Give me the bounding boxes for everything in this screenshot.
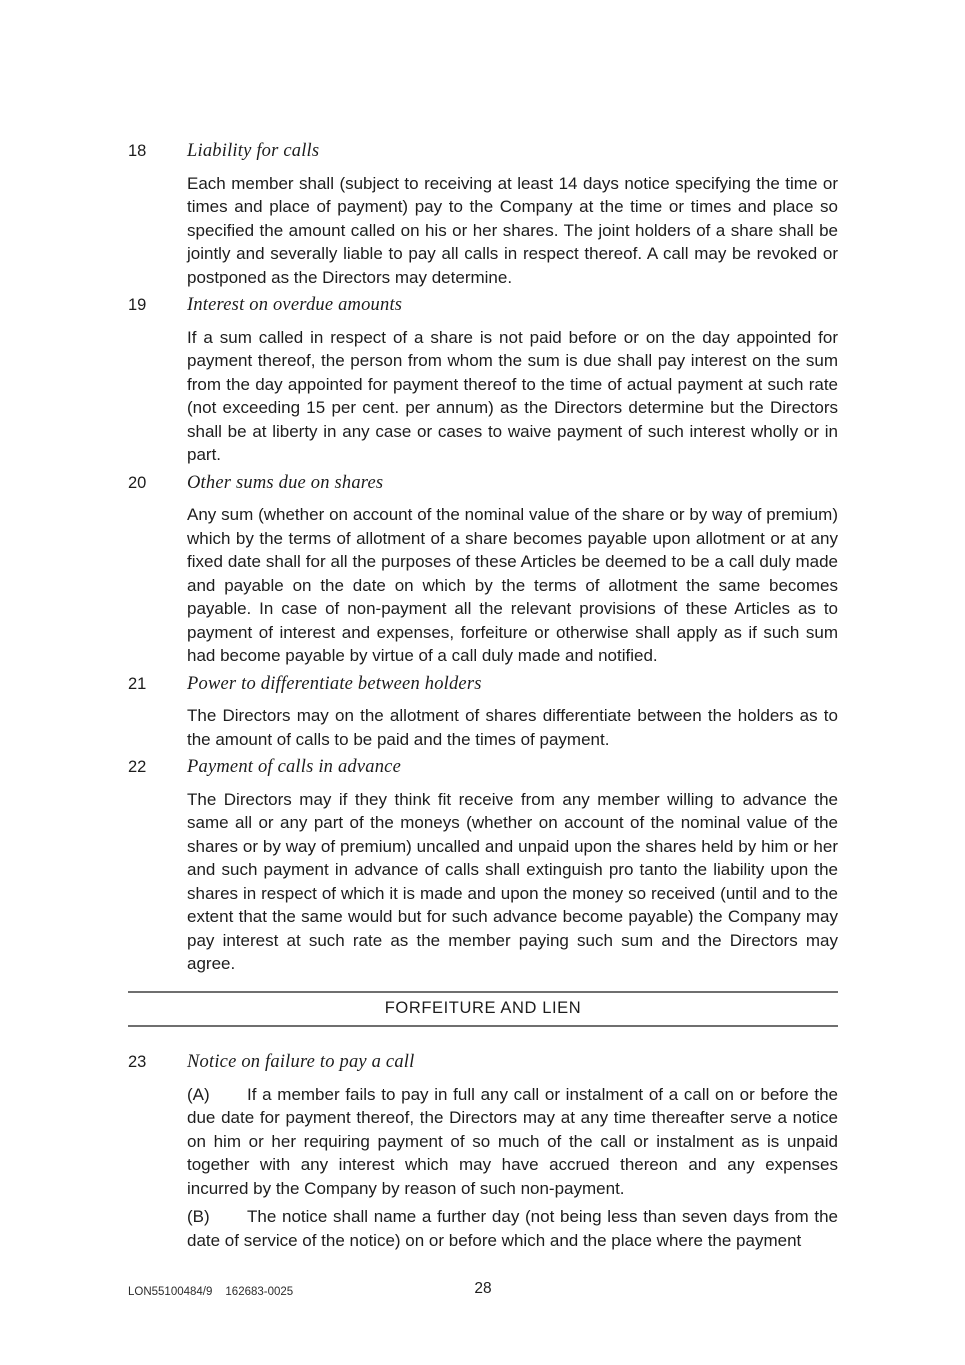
paragraph-label: (B) xyxy=(187,1207,210,1226)
page-footer xyxy=(128,1280,838,1300)
section-paragraph xyxy=(187,1205,838,1252)
section-heading xyxy=(128,294,838,318)
section-23 xyxy=(128,1051,838,1252)
section-heading xyxy=(128,1051,838,1075)
section-paragraph xyxy=(187,1083,838,1201)
paragraph-text: If a member fails to pay in full any call or instalment of a call on or before the due date for payment thereof, the Directors may at any time thereafter serve a notice on him or her requiring payment of so much of the call or instalment as is unpaid together with any interest which may have accrued thereon and any expenses incurred by the Company by reason of such non-payment. xyxy=(187,1084,838,1198)
section-22 xyxy=(128,756,838,976)
divider-heading: FORFEITURE AND LIEN xyxy=(384,998,582,1017)
section-heading xyxy=(128,472,838,496)
paragraph-text: The notice shall name a further day (not being less than seven days from the date of service of the notice) on or before which and the place where the payment xyxy=(187,1207,838,1250)
section-title: Other sums due on shares xyxy=(187,472,384,493)
section-paragraph: Any sum (whether on account of the nominal value of the share or by way of premium) which by the terms of allotment of a share becomes payable upon allotment or at any fixed date shall for all the purposes of these Articles be deemed to be a call duly made and payable on the date on which by the terms of allotment the same becomes payable. In case of non-payment all the relevant provisions of these Articles as to payment of interest and expenses, forfeiture or otherwise shall apply as if such sum had become payable by virtue of a call duly made and notified. xyxy=(187,505,838,665)
section-number: 19 xyxy=(128,296,147,314)
section-number: 18 xyxy=(128,142,147,160)
section-number: 20 xyxy=(128,473,147,492)
section-title: Notice on failure to pay a call xyxy=(187,1052,415,1072)
document-reference xyxy=(128,1286,293,1298)
section-paragraph: The Directors may if they think fit receive from any member willing to advance the same all or any part of the moneys (whether on account of the nominal value of the shares or by way of premium) uncalled and unpaid upon the shares held by him or her and such payment in advance of calls shall extinguish pro tanto the liability upon the shares in respect of which it is made and upon the money so received (until and to the extent that the same would but for such advance become payable) the Company may pay interest at such rate as the member paying such sum and the Directors may agree. xyxy=(187,789,838,973)
section-heading xyxy=(128,673,838,697)
paragraph-label: (A) xyxy=(187,1084,210,1104)
section-title: Payment of calls in advance xyxy=(187,757,401,777)
section-heading xyxy=(128,756,838,780)
section-number: 23 xyxy=(128,1053,147,1071)
section-18 xyxy=(128,140,838,289)
section-title: Interest on overdue amounts xyxy=(187,295,403,315)
section-19 xyxy=(128,294,838,467)
section-paragraph: Each member shall (subject to receiving at least 14 days notice specifying the time or times and place of payment) pay to the Company at the time or times and place so specified the amount called on his or her shares. The joint holders of a share shall be jointly and severally liable to pay all calls in respect thereof. A call may be revoked or postponed as the Directors may determine. xyxy=(187,173,838,287)
section-title: Liability for calls xyxy=(187,141,320,161)
divider-rule-bottom xyxy=(128,1025,838,1027)
divider-rule-top xyxy=(128,991,838,993)
section-21 xyxy=(128,673,838,752)
section-paragraph: If a sum called in respect of a share is not paid before or on the day appointed for payment thereof, the person from whom the sum is due shall pay interest on the sum from the day appointed for payment thereof to the time of actual payment at such rate (not exceeding 15 per cent. per annum) as the Directors determine but the Directors shall be at liberty in any case or cases to waive payment of such interest wholly or in part. xyxy=(187,327,838,464)
section-number: 22 xyxy=(128,758,147,776)
section-divider xyxy=(128,991,838,1028)
section-paragraph: The Directors may on the allotment of shares differentiate between the holders as to the amount of calls to be paid and the times of payment. xyxy=(187,706,838,749)
document-reference-left: LON55100484/9 xyxy=(128,1286,213,1298)
section-number: 21 xyxy=(128,674,147,693)
section-title: Power to differentiate between holders xyxy=(187,673,482,694)
page-number: 28 xyxy=(474,1280,492,1297)
document-reference-right: 162683-0025 xyxy=(225,1286,294,1298)
section-heading xyxy=(128,140,838,164)
document-content xyxy=(128,140,838,1257)
section-20 xyxy=(128,472,838,668)
